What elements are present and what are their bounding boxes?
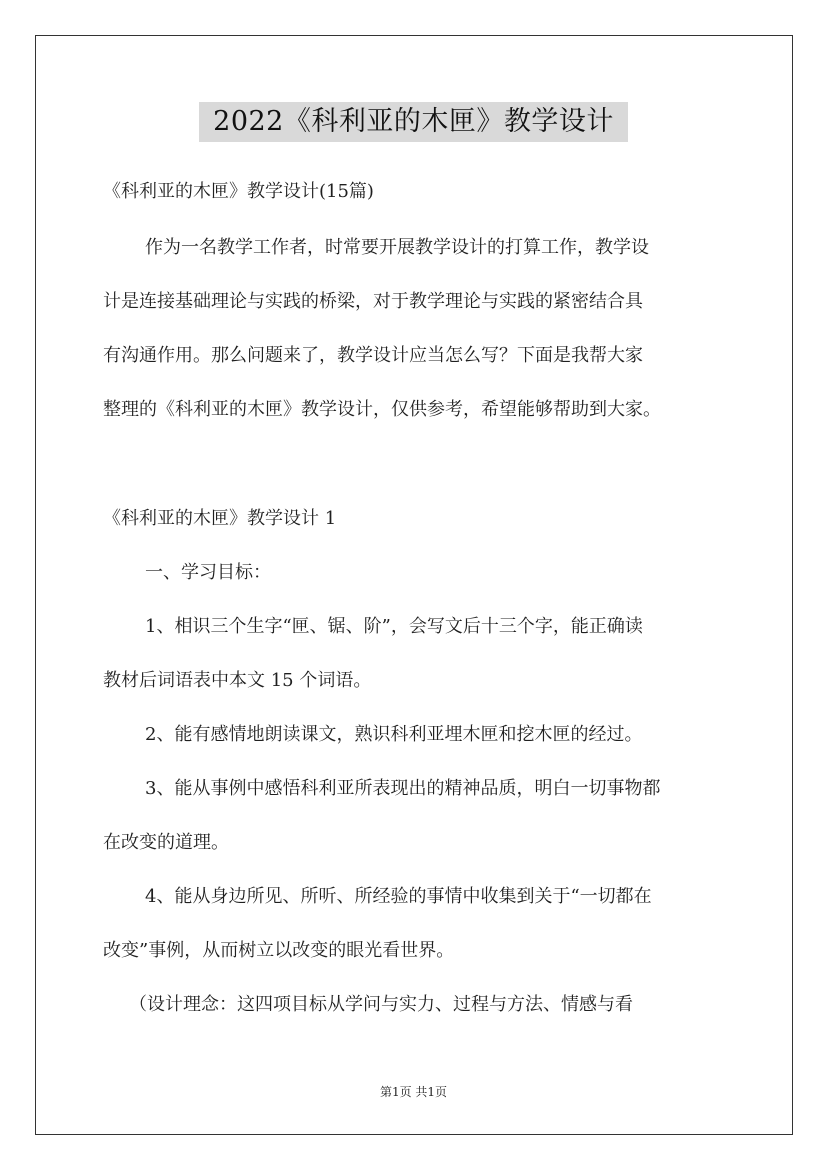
page-number-footer: 第1页 共1页: [379, 1085, 448, 1099]
paragraph-line: 改变”事例，从而树立以改变的眼光看世界。: [103, 940, 455, 961]
subsection-heading: 一、学习目标：: [145, 562, 271, 583]
paragraph-line: 4、能从身边所见、所听、所经验的事情中收集到关于“一切都在: [145, 886, 652, 907]
document-title: 2022《科利亚的木匣》教学设计: [199, 102, 628, 142]
paragraph-line: 计是连接基础理论与实践的桥梁，对于教学理论与实践的紧密结合具: [103, 291, 643, 312]
paragraph-line: 作为一名教学工作者，时常要开展教学设计的打算工作，教学设: [145, 237, 649, 258]
section-heading: 《科利亚的木匣》教学设计 1: [103, 508, 337, 529]
paragraph-line: 2、能有感情地朗读课文，熟识科利亚埋木匣和挖木匣的经过。: [145, 724, 643, 745]
paragraph-line: （设计理念：这四项目标从学问与实力、过程与方法、情感与看: [129, 994, 633, 1015]
paragraph-line: 在改变的道理。: [103, 832, 229, 853]
paragraph-line: 有沟通作用。那么问题来了，教学设计应当怎么写？下面是我帮大家: [103, 345, 643, 366]
paragraph-line: 1、相识三个生字“匣、锯、阶”，会写文后十三个字，能正确读: [145, 616, 643, 637]
paragraph-line: 整理的《科利亚的木匣》教学设计，仅供参考，希望能够帮助到大家。: [103, 399, 661, 420]
document-subtitle: 《科利亚的木匣》教学设计(15篇): [103, 181, 374, 202]
paragraph-line: 3、能从事例中感悟科利亚所表现出的精神品质，明白一切事物都: [145, 778, 661, 799]
paragraph-line: 教材后词语表中本文 15 个词语。: [103, 670, 372, 691]
